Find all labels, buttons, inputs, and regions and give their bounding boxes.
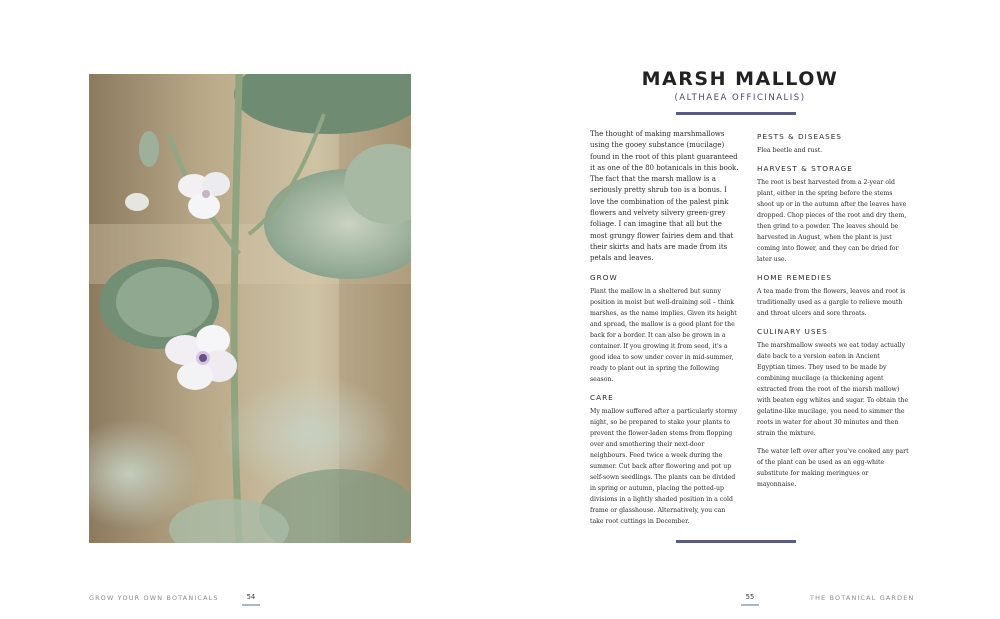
culinary-paragraph-1: The marshmallow sweets we eat today actually date back to a version eaten in Ancient Egyptian times. They used to be made by combining mucilage (a thickening agent extracted from the root of the marsh mallow) with beaten egg whites and sugar. To obtain the gelatine-like mucilage, you need to simmer the roots in water for about 30 minutes and then strain the mixture. <box>757 342 909 437</box>
harvest-paragraph: The root is best harvested from a 2-year old plant, either in the spring before the stems shoot up or in the autumn after the leaves have dropped. Chop pieces of the root and dry them, then grind to a powder. The leaves should be harvested in August, when the plant is just coming into flower, and they can be dried for later use. <box>757 179 907 263</box>
botanical-name-subtitle: (ALTHAEA OFFICINALIS) <box>674 93 806 103</box>
home-remedies-heading: HOME REMEDIES <box>757 273 833 282</box>
text-column-right <box>757 131 909 497</box>
bottom-divider <box>676 540 796 543</box>
pests-paragraph: Flea beetle and rust. <box>757 147 823 154</box>
intro-paragraph: The thought of making marshmallows using the gooey substance (mucilage) found in the root of this plant guaranteed it as one of the 80 botanicals in this book. The fact that the marsh mallow is a seriously pretty shrub too is a bonus. I love the combination of the palest pink flowers and velvety silvery green-grey foliage. I can imagine that all but the most grungy flower fairies dem and that their skirts and hats are made from its petals and leaves. <box>590 130 739 263</box>
left-footer-running-title: GROW YOUR OWN BOTANICALS <box>89 594 219 602</box>
text-column-left <box>590 129 740 534</box>
harvest-heading: HARVEST & STORAGE <box>757 164 853 173</box>
culinary-paragraph-2: The water left over after you've cooked any part of the plant can be used as an egg-white substitute for making meringues or mayonnaise. <box>757 448 909 488</box>
left-page-number: 54 <box>241 593 261 606</box>
care-heading: CARE <box>590 392 614 402</box>
page-title: MARSH MALLOW <box>641 68 839 90</box>
grow-heading: GROW <box>590 272 618 282</box>
grow-paragraph: Plant the mallow in a sheltered but sunny position in moist but well-draining soil – think marshes, as the name implies. Given its height and spread, the mallow is a good plant for the back for a border. It can also be grown in a container. If you growing it from seed, it's a good idea to sow under cover in mid-summer, ready to plant out in spring the following season. <box>590 287 737 383</box>
plant-illustration <box>89 74 411 543</box>
title-divider <box>676 112 796 115</box>
right-footer-running-title: THE BOTANICAL GARDEN <box>810 594 915 602</box>
right-page-number: 55 <box>740 593 760 606</box>
culinary-heading: CULINARY USES <box>757 327 828 336</box>
home-remedies-paragraph: A tea made from the flowers, leaves and root is traditionally used as a gargle to relieve mouth and throat ulcers and sore throats. <box>757 288 906 317</box>
pests-heading: PESTS & DISEASES <box>757 132 842 141</box>
marsh-mallow-photo <box>89 74 411 543</box>
care-paragraph: My mallow suffered after a particularly stormy night, so be prepared to stake your plants to prevent the flower-laden stems from flopping over and smothering their next-door neighbours. Feed twice a week during the summer. Cut back after flowering and pot up self-sown seedlings. The plants can be divided in spring or autumn, placing the potted-up divisions in a lightly shaded position in a cold frame or glasshouse. Alternatively, you can take root cuttings in December. <box>590 407 738 525</box>
